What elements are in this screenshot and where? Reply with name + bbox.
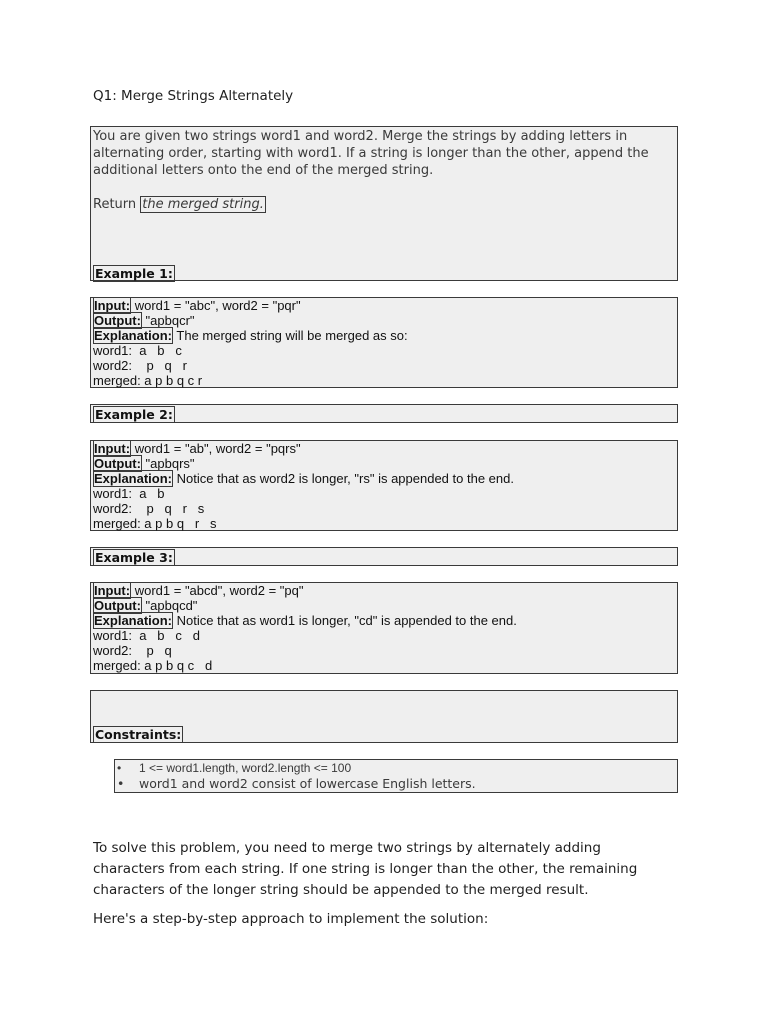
example-1-explanation <box>93 328 675 343</box>
explanation-label: Explanation: <box>94 613 173 628</box>
input-value: word1 = "abcd", word2 = "pq" <box>134 583 304 598</box>
example-1-heading: Example 1: <box>95 266 173 281</box>
example-1-merged-line: merged: a p b q c r <box>93 373 203 388</box>
constraint-item: • word1 and word2 consist of lowercase English letters. <box>115 776 677 791</box>
constraints-list-box <box>114 759 678 793</box>
solution-intro: To solve this problem, you need to merge two strings by alternately adding characters from each string. If one string is longer than the other, the remaining characters of the longer string should be appended to the merged result. <box>93 840 638 898</box>
example-2-heading: Example 2: <box>95 407 173 422</box>
example-2-heading-box <box>90 404 678 423</box>
example-3-input <box>93 583 675 598</box>
explanation-label: Explanation: <box>94 328 173 343</box>
example-2-input <box>93 441 675 456</box>
example-3-heading: Example 3: <box>95 550 173 565</box>
input-label: Input: <box>94 441 131 456</box>
example-3-block <box>90 582 678 674</box>
example-2-explanation <box>93 471 675 486</box>
example-2-block <box>90 440 678 531</box>
explanation-text: Notice that as word2 is longer, "rs" is appended to the end. <box>176 471 514 486</box>
constraints-list <box>115 761 677 791</box>
problem-description: You are given two strings word1 and word2. Merge the strings by adding letters in alternating order, starting with word1. If a string is longer than the other, append the additional letters onto the end of the merged string. <box>93 129 649 178</box>
explanation-text: Notice that as word1 is longer, "cd" is appended to the end. <box>176 613 517 628</box>
example-3-output <box>93 598 675 613</box>
description-box <box>90 126 678 281</box>
explanation-text: The merged string will be merged as so: <box>176 328 408 343</box>
example-3-explanation <box>93 613 675 628</box>
example-1-block <box>90 297 678 388</box>
output-value: "apbqrs" <box>145 456 195 471</box>
example-1-input <box>93 298 675 313</box>
example-3-word1-line: word1: a b c d <box>93 628 200 643</box>
return-statement <box>93 196 675 213</box>
output-label: Output: <box>94 456 141 471</box>
output-label: Output: <box>94 313 141 328</box>
input-value: word1 = "abc", word2 = "pqr" <box>134 298 301 313</box>
input-label: Input: <box>94 298 131 313</box>
solution-approach: Here's a step-by-step approach to implement the solution: <box>93 911 489 927</box>
example-2-output <box>93 456 675 471</box>
example-3-word2-line: word2: p q <box>93 643 172 658</box>
explanation-label: Explanation: <box>94 471 173 486</box>
output-label: Output: <box>94 598 141 613</box>
output-value: "apbqcd" <box>145 598 198 613</box>
input-label: Input: <box>94 583 131 598</box>
example-1-word2-line: word2: p q r <box>93 358 187 373</box>
example-3-merged-line: merged: a p b q c d <box>93 658 213 673</box>
input-value: word1 = "ab", word2 = "pqrs" <box>134 441 301 456</box>
example-3-heading-box <box>90 547 678 566</box>
return-prefix: Return <box>93 197 137 212</box>
constraint-item: • 1 <= word1.length, word2.length <= 100 <box>115 761 677 776</box>
constraints-heading-box <box>90 690 678 743</box>
constraints-heading: Constraints: <box>95 727 182 742</box>
output-value: "apbqcr" <box>145 313 195 328</box>
example-2-word2-line: word2: p q r s <box>93 501 205 516</box>
page-title: Q1: Merge Strings Alternately <box>93 88 294 104</box>
example-2-word1-line: word1: a b <box>93 486 165 501</box>
return-emphasis: the merged string. <box>142 197 264 212</box>
example-1-word1-line: word1: a b c <box>93 343 182 358</box>
example-2-merged-line: merged: a p b q r s <box>93 516 217 531</box>
example-1-output <box>93 313 675 328</box>
